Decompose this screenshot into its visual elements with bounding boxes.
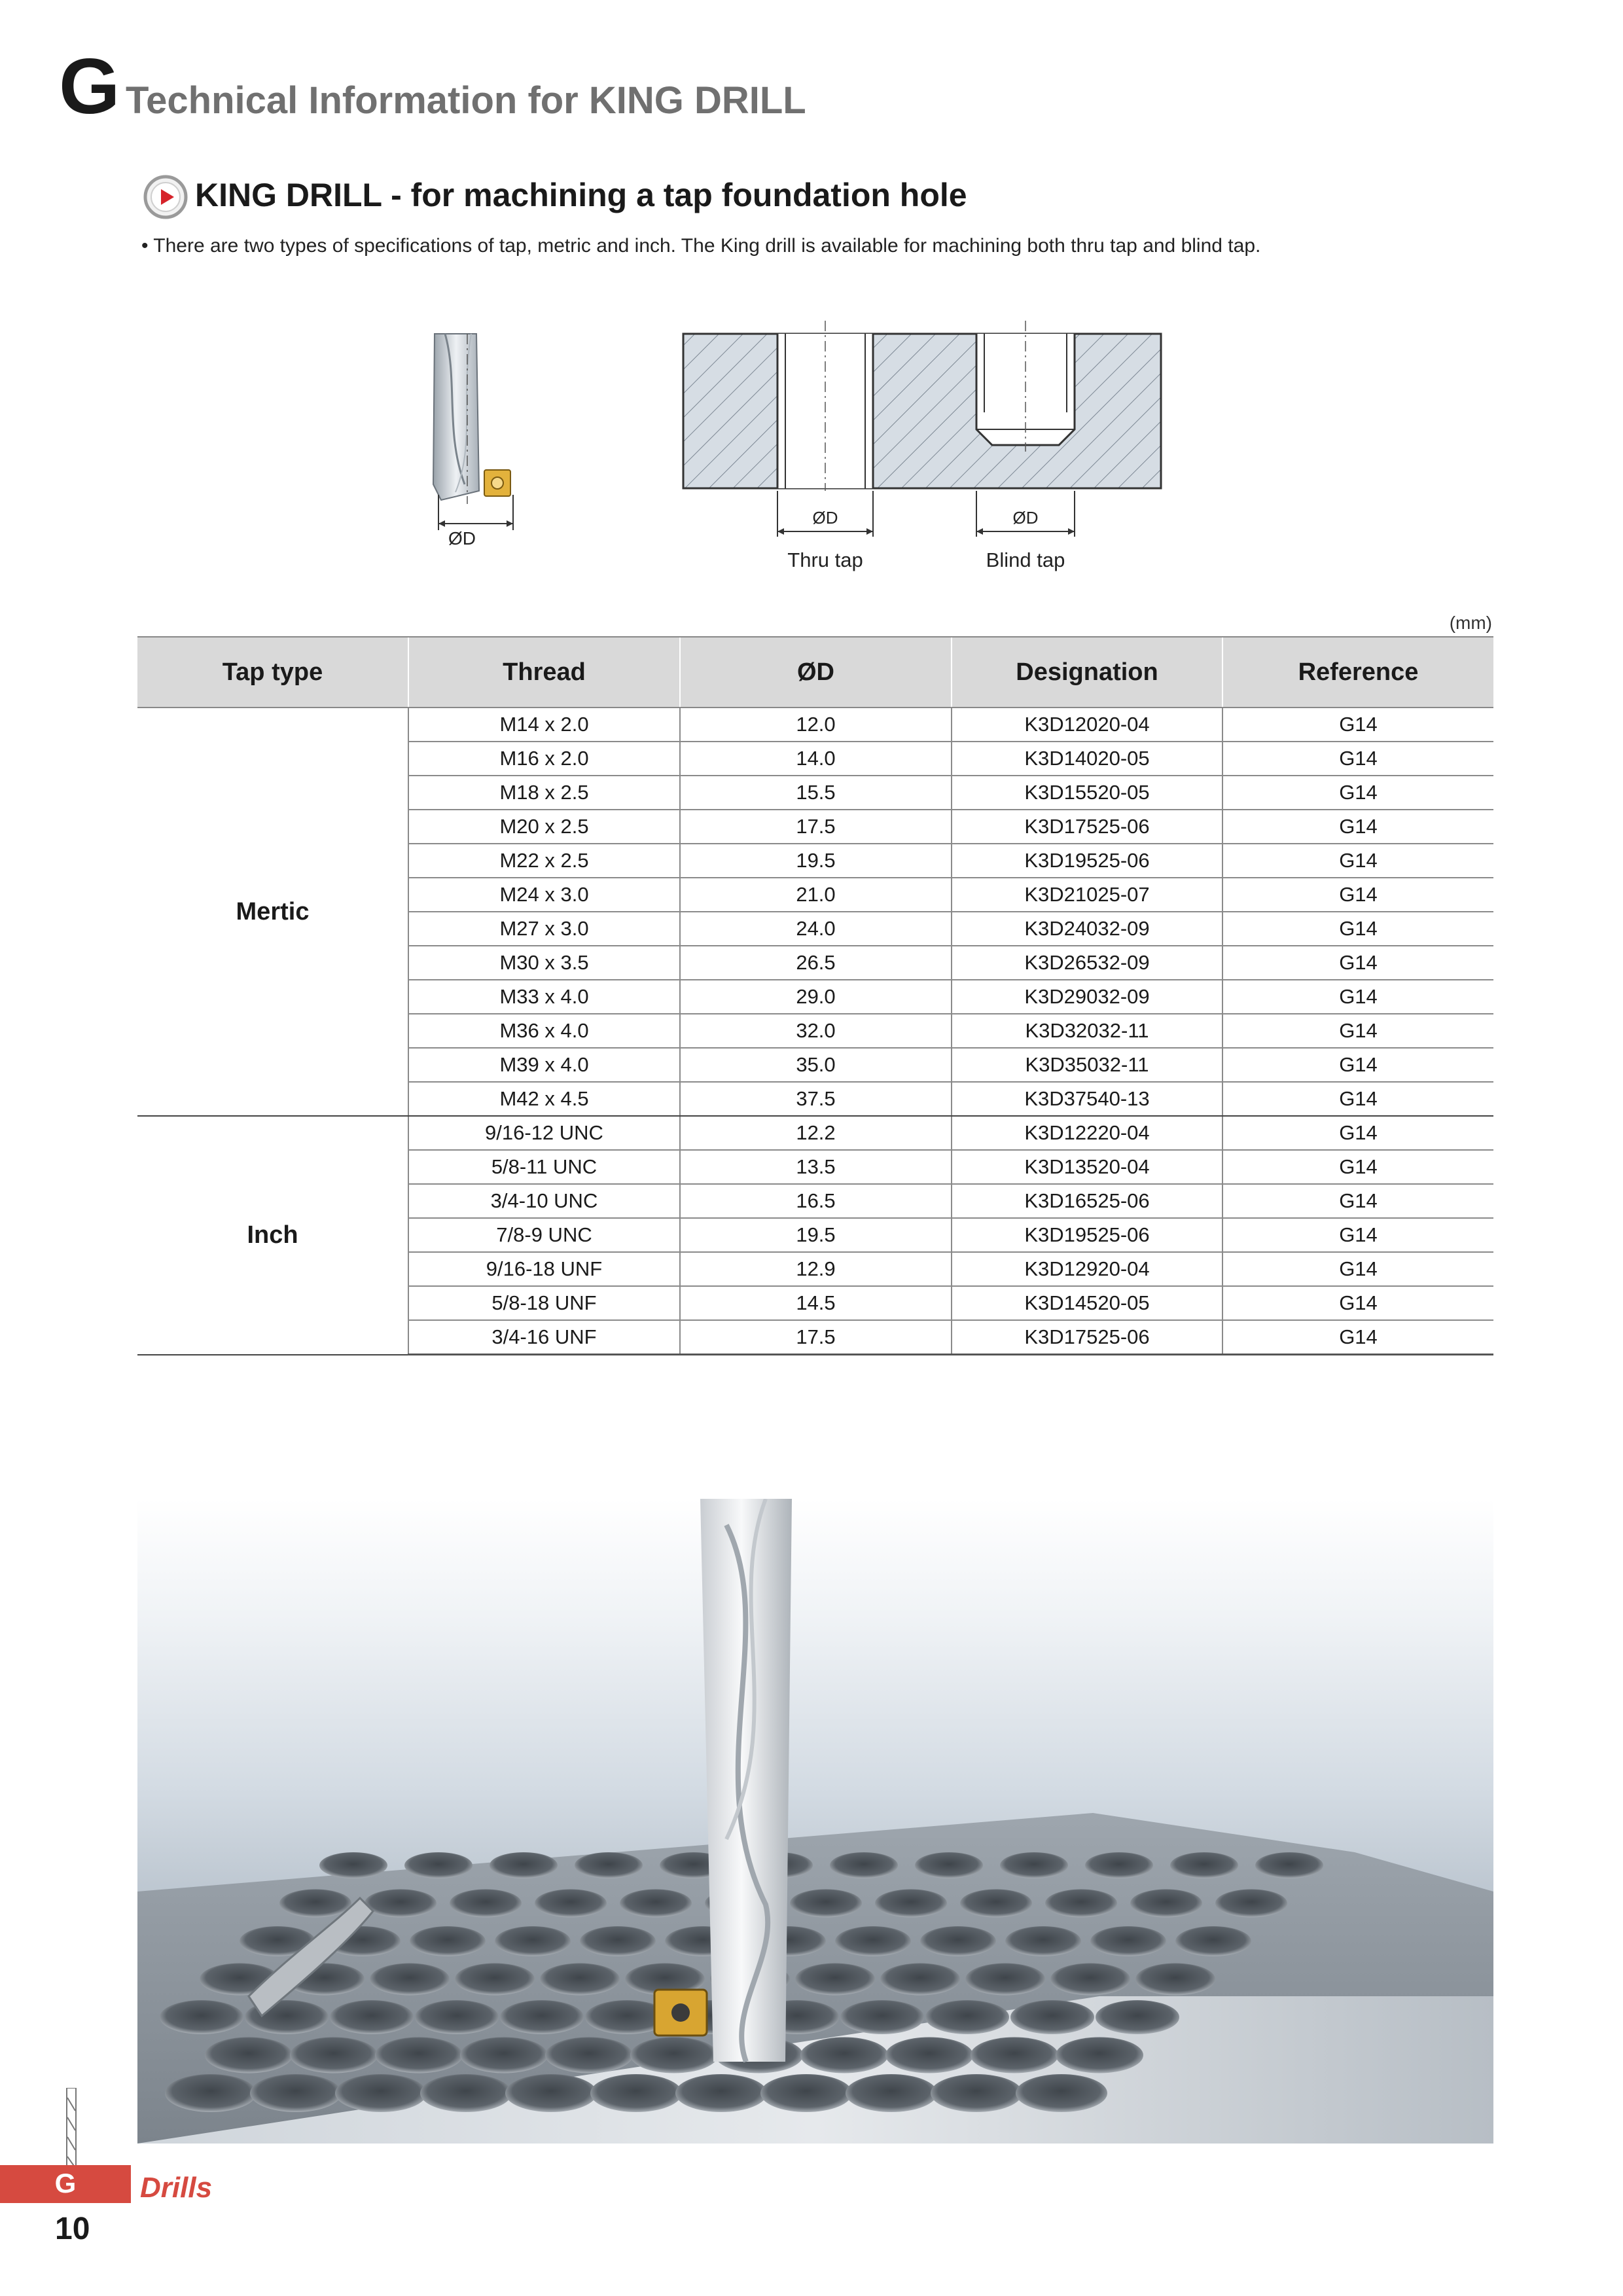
drilled-hole — [580, 1926, 656, 1956]
drilled-hole — [335, 2074, 427, 2112]
drilled-hole — [575, 1852, 643, 1878]
drilled-hole — [835, 1926, 911, 1956]
tap-drill-table — [137, 636, 1493, 1355]
header-tap-type: Tap type — [137, 637, 408, 708]
thread-cell: M36 x 4.0 — [408, 1014, 680, 1048]
diameter-cell: 21.0 — [680, 878, 952, 912]
reference-cell: G14 — [1222, 1286, 1493, 1320]
designation-cell: K3D19525-06 — [952, 1218, 1222, 1252]
header-reference: Reference — [1222, 637, 1493, 708]
drilled-hole — [590, 2074, 682, 2112]
drilled-hole — [1175, 1926, 1251, 1956]
blind-tap-caption: Blind tap — [986, 548, 1065, 571]
thread-cell: M14 x 2.0 — [408, 708, 680, 742]
reference-cell: G14 — [1222, 1014, 1493, 1048]
drilled-hole — [1130, 1890, 1202, 1918]
drilled-hole — [205, 2037, 293, 2073]
product-photo — [137, 1499, 1493, 2144]
drilled-hole — [540, 1964, 620, 1996]
drilled-hole — [365, 1890, 437, 1918]
drilled-hole — [160, 2000, 243, 2034]
drilled-hole — [760, 2074, 852, 2112]
drilled-hole — [846, 2074, 937, 2112]
section-letter: G — [59, 43, 118, 130]
tap-type-cell: Inch — [137, 1116, 408, 1355]
reference-cell: G14 — [1222, 810, 1493, 844]
designation-cell: K3D12920-04 — [952, 1252, 1222, 1286]
designation-cell: K3D16525-06 — [952, 1184, 1222, 1218]
drilled-hole — [790, 1890, 862, 1918]
designation-cell: K3D19525-06 — [952, 844, 1222, 878]
drilled-hole — [450, 1890, 522, 1918]
diameter-cell: 17.5 — [680, 1320, 952, 1355]
reference-cell: G14 — [1222, 1184, 1493, 1218]
drilled-hole — [1135, 1964, 1215, 1996]
drilled-hole — [880, 1964, 960, 1996]
diameter-cell: 35.0 — [680, 1048, 952, 1082]
drilled-hole — [420, 2074, 512, 2112]
thread-cell: M16 x 2.0 — [408, 742, 680, 776]
drilled-hole — [1056, 2037, 1143, 2073]
section-title: KING DRILL - for machining a tap foundation hole — [195, 177, 967, 213]
reference-cell: G14 — [1222, 1218, 1493, 1252]
reference-cell: G14 — [1222, 912, 1493, 946]
reference-cell: G14 — [1222, 1252, 1493, 1286]
reference-cell: G14 — [1222, 844, 1493, 878]
designation-cell: K3D15520-05 — [952, 776, 1222, 810]
designation-cell: K3D12020-04 — [952, 708, 1222, 742]
workpiece-section — [683, 321, 1161, 537]
thread-cell: M33 x 4.0 — [408, 980, 680, 1014]
drilled-hole — [1050, 1964, 1130, 1996]
diameter-cell: 19.5 — [680, 844, 952, 878]
diameter-cell: 17.5 — [680, 810, 952, 844]
thread-cell: M18 x 2.5 — [408, 776, 680, 810]
reference-cell: G14 — [1222, 980, 1493, 1014]
thru-diameter-label: ØD — [812, 508, 838, 528]
designation-cell: K3D24032-09 — [952, 912, 1222, 946]
thread-cell: 3/4-16 UNF — [408, 1320, 680, 1355]
reference-cell: G14 — [1222, 1320, 1493, 1355]
thread-cell: M39 x 4.0 — [408, 1048, 680, 1082]
drill-illustration — [433, 334, 513, 530]
drilled-hole — [920, 1926, 996, 1956]
play-circle-icon — [143, 174, 188, 220]
thread-cell: 3/4-10 UNC — [408, 1184, 680, 1218]
diameter-cell: 19.5 — [680, 1218, 952, 1252]
reference-cell: G14 — [1222, 708, 1493, 742]
table-header-row — [137, 637, 1493, 708]
designation-cell: K3D17525-06 — [952, 1320, 1222, 1355]
drilled-hole — [1255, 1852, 1323, 1878]
drilled-hole — [925, 2000, 1009, 2034]
header-diameter: ØD — [680, 637, 952, 708]
designation-cell: K3D37540-13 — [952, 1082, 1222, 1116]
designation-cell: K3D17525-06 — [952, 810, 1222, 844]
footer-category-label: Drills — [140, 2172, 213, 2204]
header-designation: Designation — [952, 637, 1222, 708]
header-thread: Thread — [408, 637, 680, 708]
drilled-hole — [165, 2074, 257, 2112]
thru-tap-caption: Thru tap — [787, 548, 863, 571]
drilled-hole — [830, 1852, 898, 1878]
diameter-cell: 37.5 — [680, 1082, 952, 1116]
reference-cell: G14 — [1222, 946, 1493, 980]
drilled-hole — [1090, 1926, 1166, 1956]
drilled-hole — [1016, 2074, 1107, 2112]
drilled-hole — [800, 2037, 888, 2073]
diameter-cell: 15.5 — [680, 776, 952, 810]
diameter-cell: 12.2 — [680, 1116, 952, 1150]
designation-cell: K3D26532-09 — [952, 946, 1222, 980]
drilled-hole — [675, 2074, 767, 2112]
reference-cell: G14 — [1222, 1048, 1493, 1082]
diameter-cell: 32.0 — [680, 1014, 952, 1048]
thread-cell: 9/16-12 UNC — [408, 1116, 680, 1150]
drilled-hole — [620, 1890, 692, 1918]
drilled-hole — [404, 1852, 473, 1878]
diameter-cell: 14.0 — [680, 742, 952, 776]
drilled-hole — [375, 2037, 463, 2073]
blind-diameter-label: ØD — [1012, 508, 1039, 528]
designation-cell: K3D32032-11 — [952, 1014, 1222, 1048]
table-row — [137, 1116, 1493, 1150]
drilled-hole — [885, 2037, 973, 2073]
diameter-cell: 16.5 — [680, 1184, 952, 1218]
designation-cell: K3D29032-09 — [952, 980, 1222, 1014]
thread-cell: 9/16-18 UNF — [408, 1252, 680, 1286]
reference-cell: G14 — [1222, 878, 1493, 912]
designation-cell: K3D14020-05 — [952, 742, 1222, 776]
drilled-hole — [915, 1852, 983, 1878]
designation-cell: K3D35032-11 — [952, 1048, 1222, 1082]
drilled-hole — [1085, 1852, 1153, 1878]
drilled-hole — [410, 1926, 486, 1956]
drilled-hole — [460, 2037, 548, 2073]
reference-cell: G14 — [1222, 1116, 1493, 1150]
page-title: Technical Information for KING DRILL — [126, 79, 806, 122]
unit-label: (mm) — [1449, 613, 1492, 633]
drilled-hole — [1010, 2000, 1094, 2034]
thread-cell: M20 x 2.5 — [408, 810, 680, 844]
reference-cell: G14 — [1222, 1150, 1493, 1184]
diameter-cell: 24.0 — [680, 912, 952, 946]
drilled-hole — [1045, 1890, 1117, 1918]
drilled-hole — [545, 2037, 633, 2073]
diameter-cell: 26.5 — [680, 946, 952, 980]
thread-cell: M27 x 3.0 — [408, 912, 680, 946]
thread-cell: M30 x 3.5 — [408, 946, 680, 980]
drilled-hole — [250, 2074, 342, 2112]
drilled-hole — [279, 1890, 351, 1918]
table-row — [137, 708, 1493, 742]
thread-cell: M42 x 4.5 — [408, 1082, 680, 1116]
thread-cell: M24 x 3.0 — [408, 878, 680, 912]
page-number: 10 — [55, 2212, 90, 2246]
drilled-hole — [1000, 1852, 1068, 1878]
drilled-hole — [630, 2037, 718, 2073]
drilled-hole — [500, 2000, 584, 2034]
drilled-hole — [960, 1890, 1032, 1918]
drilled-hole — [965, 1964, 1045, 1996]
designation-cell: K3D12220-04 — [952, 1116, 1222, 1150]
tap-type-cell: Mertic — [137, 708, 408, 1116]
footer-section-letter: G — [54, 2168, 77, 2198]
drilled-hole — [330, 2000, 414, 2034]
diameter-cell: 12.0 — [680, 708, 952, 742]
drilled-hole — [495, 1926, 571, 1956]
thread-cell: 5/8-18 UNF — [408, 1286, 680, 1320]
reference-cell: G14 — [1222, 776, 1493, 810]
drilled-hole — [290, 2037, 378, 2073]
drilled-hole — [875, 1890, 947, 1918]
tap-hole-diagram — [419, 321, 1178, 583]
diameter-cell: 13.5 — [680, 1150, 952, 1184]
thread-cell: M22 x 2.5 — [408, 844, 680, 878]
drilled-hole — [490, 1852, 558, 1878]
drilled-hole — [415, 2000, 499, 2034]
drilled-hole — [1170, 1852, 1238, 1878]
thread-cell: 5/8-11 UNC — [408, 1150, 680, 1184]
drilled-hole — [931, 2074, 1022, 2112]
diameter-cell: 14.5 — [680, 1286, 952, 1320]
drilled-hole — [535, 1890, 607, 1918]
drilled-hole — [505, 2074, 597, 2112]
drilled-hole — [370, 1964, 450, 1996]
diameter-cell: 12.9 — [680, 1252, 952, 1286]
thread-cell: 7/8-9 UNC — [408, 1218, 680, 1252]
drilled-hole — [795, 1964, 875, 1996]
designation-cell: K3D21025-07 — [952, 878, 1222, 912]
drill-diameter-label: ØD — [448, 528, 476, 548]
intro-text: • There are two types of specifications of tap, metric and inch. The King drill is available for machining both thru tap and blind tap. — [141, 235, 1261, 257]
drilled-hole — [319, 1852, 387, 1878]
drilled-hole — [1215, 1890, 1287, 1918]
drilled-hole — [971, 2037, 1058, 2073]
reference-cell: G14 — [1222, 1082, 1493, 1116]
drilled-hole — [455, 1964, 535, 1996]
designation-cell: K3D14520-05 — [952, 1286, 1222, 1320]
designation-cell: K3D13520-04 — [952, 1150, 1222, 1184]
drilled-hole — [1096, 2000, 1179, 2034]
drilled-hole — [1005, 1926, 1081, 1956]
drilled-hole — [840, 2000, 924, 2034]
reference-cell: G14 — [1222, 742, 1493, 776]
diameter-cell: 29.0 — [680, 980, 952, 1014]
